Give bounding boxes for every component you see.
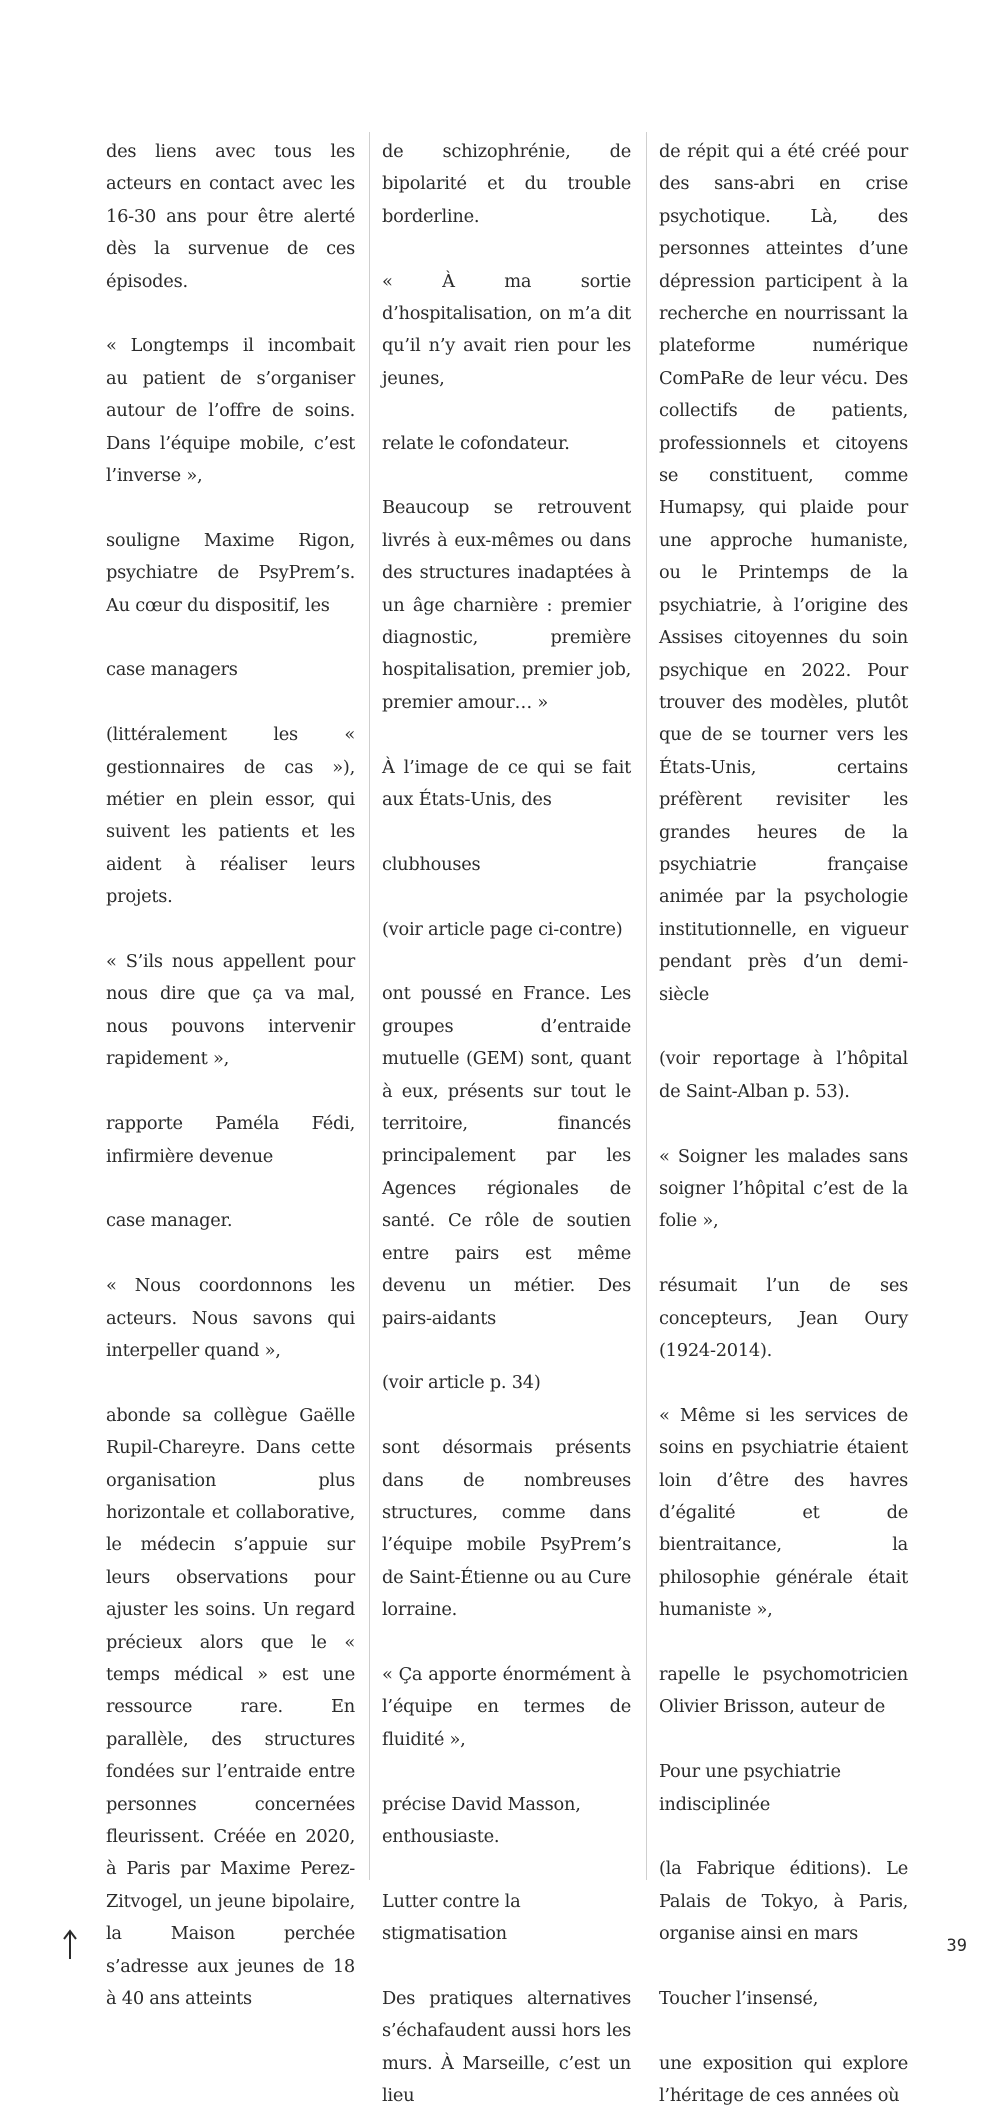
article-paragraph: « Même si les services de soins en psychiatrie étaient loin d’être des havres d’égalité et de bientraitance, la philosophie générale était humaniste », [659,1404,908,1621]
article-paragraph: rapelle le psychomotricien Olivier Brisson, auteur de [659,1664,908,1718]
article-paragraph: ont poussé en France. Les groupes d’entraide mutuelle (GEM) sont, quant à eux, présents sur tout le territoire, financés principalement par les Agences régionales de santé. Ce rôle de soutien entre pairs est même devenu un métier. Des pairs-aidants [382,983,631,1329]
article-paragraph: précise David Masson, enthousiaste. [382,1793,581,1847]
arrow-up-icon[interactable] [60,1927,80,1961]
page-number: 39 [946,1936,967,1956]
column-3 [659,136,908,2113]
article-body [106,136,909,2107]
article-paragraph: Beaucoup se retrouvent livrés à eux-mêmes ou dans des structures inadaptées à un âge charnière : premier diagnostic, première hospitalisation, premier job, premier amour… » [382,497,631,713]
column-2 [382,136,631,2113]
column-divider [646,132,647,1880]
article-paragraph: de schizophrénie, de bipolarité et du trouble borderline. [382,141,631,227]
article-paragraph: (littéralement les « gestionnaires de cas »), métier en plein essor, qui suivent les patients et les aident à réaliser leurs projets. [106,724,355,908]
column-1 [106,136,355,2015]
article-paragraph: Toucher l’insensé, [659,1988,819,2010]
article-paragraph: « S’ils nous appellent pour nous dire que ça va mal, nous pouvons intervenir rapidement », [106,951,355,1070]
article-paragraph: Des pratiques alternatives s’échafaudent aussi hors les murs. À Marseille, c’est un lieu [382,1987,631,2107]
article-paragraph: « Soigner les malades sans soigner l’hôpital c’est de la folie », [659,1145,908,1232]
article-paragraph: abonde sa collègue Gaëlle Rupil-Chareyre. Dans cette organisation plus horizontale et collaborative, le médecin s’appuie sur leurs observations pour ajuster les soins. Un regard précieux alors que le « temps médical » est une ressource rare. En parallèle, des structures fondées sur l’entraide entre personnes concernées fleurissent. Créée en 2020, à Paris par Maxime Perez-Zitvogel, un jeune bipolaire, la Maison perchée s’adresse aux jeunes de 18 à 40 ans atteints [106,1404,355,2010]
article-paragraph: (voir article page ci-contre) [382,918,623,940]
column-divider [369,132,370,1880]
article-paragraph: case managers [106,659,238,681]
article-paragraph: de répit qui a été créé pour des sans-abri en crise psychotique. Là, des personnes atteintes d’une dépression participent à la recherche en nourrissant la plateforme numérique ComPaRe de leur vécu. Des collectifs de patients, professionnels et citoyens se constituent, comme Humapsy, qui plaide pour une approche humaniste, ou le Printemps de la psychiatrie, à l’origine des Assises citoyennes du soin psychique en 2022. Pour trouver des modèles, plutôt que de se tourner vers les États-Unis, certains préfèrent revisiter les grandes heures de la psychiatrie française animée par la psychologie institutionnelle, en vigueur pendant près d’un demi-siècle [659,141,908,1005]
article-paragraph: « Longtemps il incombait au patient de s’organiser autour de l’offre de soins. Dans l’équipe mobile, c’est l’inverse », [106,335,355,487]
article-paragraph: « À ma sortie d’hospitalisation, on m’a dit qu’il n’y avait rien pour les jeunes, [382,270,631,389]
article-paragraph: souligne Maxime Rigon, psychiatre de PsyPrem’s. Au cœur du dispositif, les [106,529,355,616]
article-paragraph: (la Fabrique éditions). Le Palais de Tokyo, à Paris, organise ainsi en mars [659,1858,908,1945]
article-paragraph: (voir article p. 34) [382,1372,541,1394]
article-paragraph: (voir reportage à l’hôpital de Saint-Alban p. 53). [659,1048,908,1102]
article-paragraph: case manager. [106,1210,233,1232]
article-paragraph: clubhouses [382,853,481,875]
article-paragraph: Pour une psychiatrie indisciplinée [659,1761,841,1815]
article-paragraph: « Nous coordonnons les acteurs. Nous savons qui interpeller quand », [106,1275,355,1361]
article-paragraph: sont désormais présents dans de nombreuses structures, comme dans l’équipe mobile PsyPrem’s de Saint-Étienne ou au Cure lorraine. [382,1437,631,1621]
article-paragraph: Lutter contre la stigmatisation [382,1890,521,1945]
article-paragraph: rapporte Paméla Fédi, infirmière devenue [106,1113,355,1167]
article-paragraph: « Ça apporte énormément à l’équipe en termes de fluidité », [382,1663,631,1750]
article-paragraph: des liens avec tous les acteurs en contact avec les 16-30 ans pour être alerté dès la survenue de ces épisodes. [106,141,355,292]
article-paragraph: À l’image de ce qui se fait aux États-Unis, des [382,756,631,811]
article-paragraph: résumait l’un de ses concepteurs, Jean Oury (1924-2014). [659,1275,908,1361]
article-paragraph: relate le cofondateur. [382,432,570,454]
article-paragraph: une exposition qui explore l’héritage de ces années où [659,2052,908,2107]
